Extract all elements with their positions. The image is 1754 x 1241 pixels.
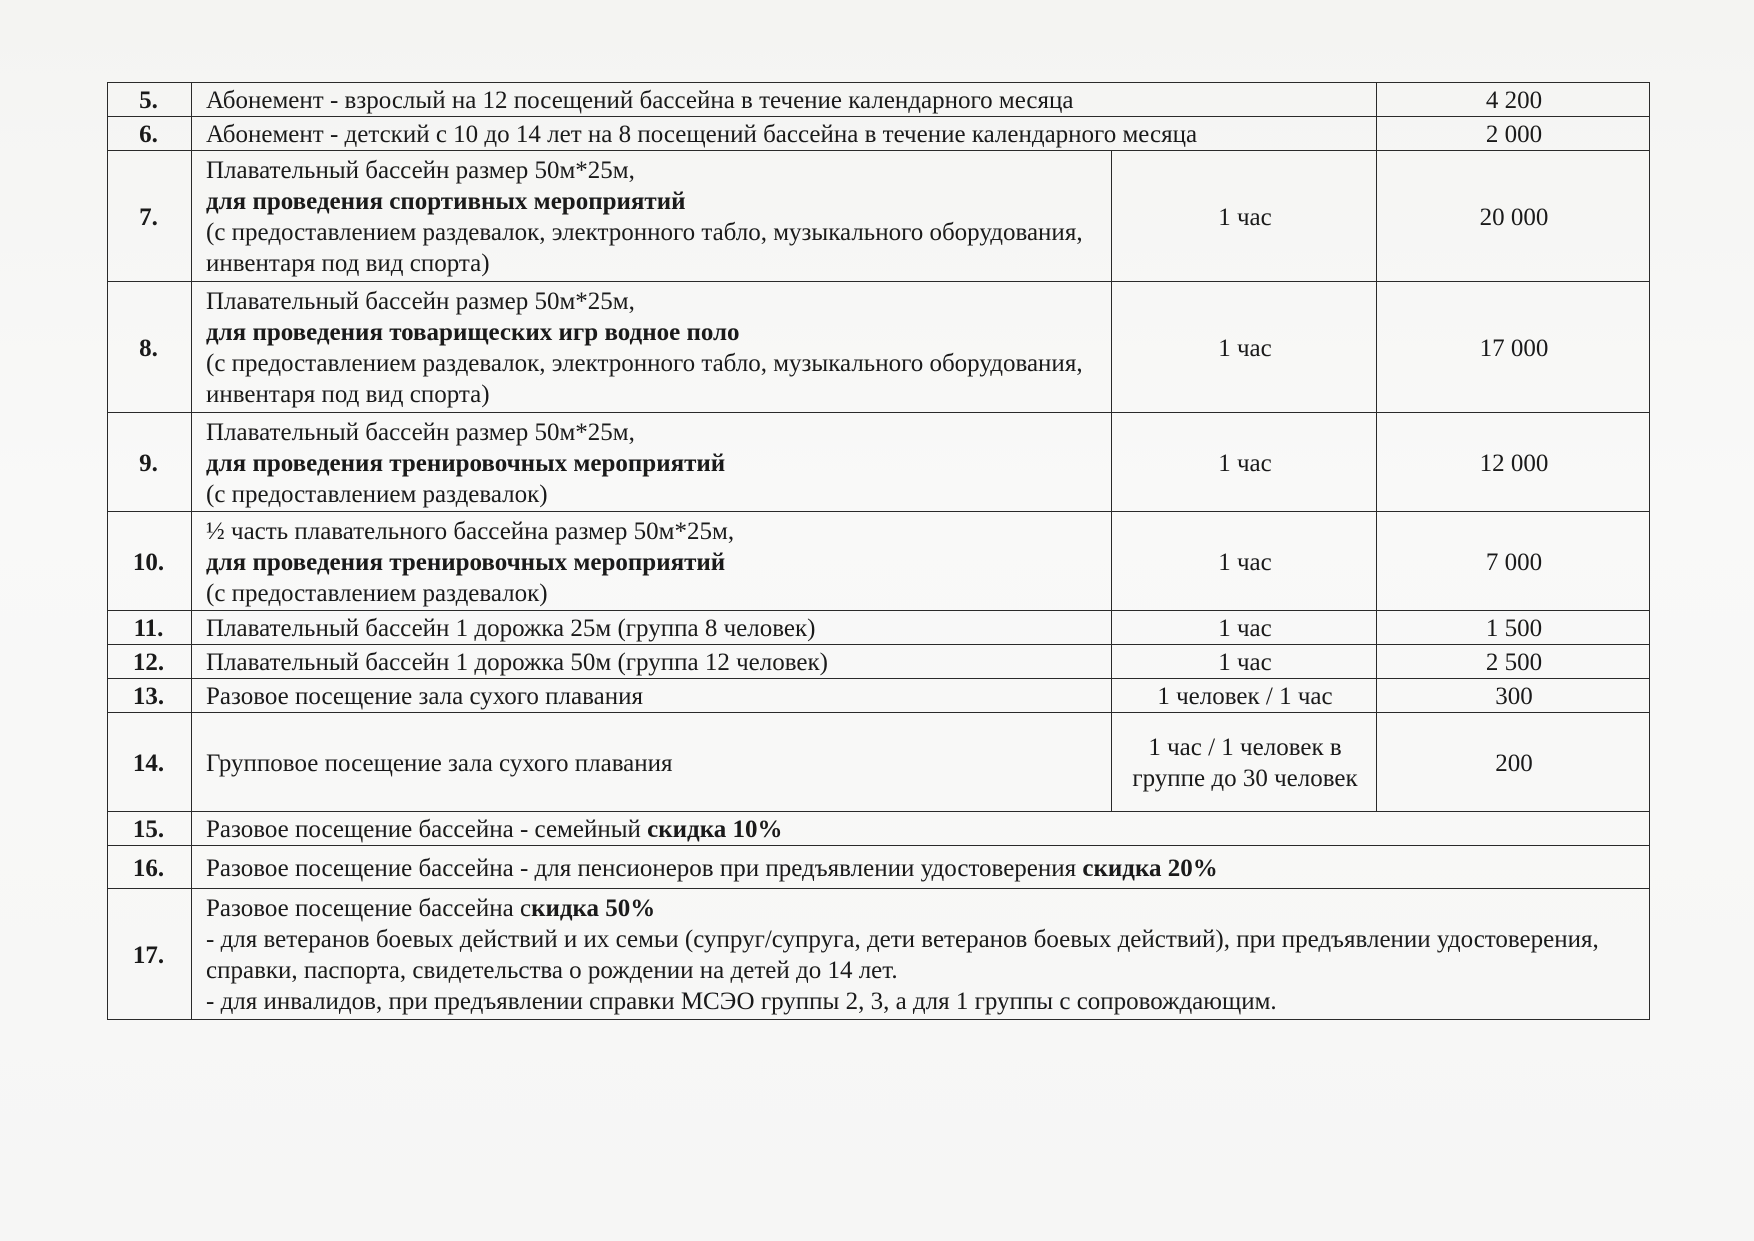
unit-cell: 1 час bbox=[1112, 151, 1377, 282]
row-number: 15. bbox=[108, 812, 192, 846]
service-line bbox=[206, 893, 1643, 924]
price-cell: 200 bbox=[1377, 713, 1650, 812]
service-line: ½ часть плавательного бассейна размер 50м*25м, bbox=[206, 517, 735, 545]
service-description bbox=[192, 812, 1650, 846]
row-number: 13. bbox=[108, 679, 192, 713]
service-description bbox=[192, 413, 1112, 512]
price-cell: 20 000 bbox=[1377, 151, 1650, 282]
unit-cell: 1 час bbox=[1112, 611, 1377, 645]
service-purpose: для проведения товарищеских игр водное поло bbox=[206, 319, 740, 346]
table-row bbox=[108, 117, 1650, 151]
service-description: Абонемент - взрослый на 12 посещений бассейна в течение календарного месяца bbox=[192, 83, 1377, 117]
service-line: Плавательный бассейн размер 50м*25м, bbox=[206, 418, 635, 446]
price-cell: 1 500 bbox=[1377, 611, 1650, 645]
service-description bbox=[192, 151, 1112, 282]
eligibility-disabled: - для инвалидов, при предъявлении справки МСЭО группы 2, 3, а для 1 группы с сопровождающим. bbox=[206, 988, 1277, 1015]
service-description bbox=[192, 846, 1650, 889]
service-details: (с предоставлением раздевалок) bbox=[206, 579, 548, 607]
table-row bbox=[108, 83, 1650, 117]
row-number: 9. bbox=[108, 413, 192, 512]
service-line: Плавательный бассейн размер 50м*25м, bbox=[206, 288, 635, 315]
service-text: Разовое посещение бассейна - для пенсионеров при предъявлении удостоверения bbox=[206, 854, 1083, 882]
eligibility-veterans: - для ветеранов боевых действий и их семьи (супруг/супруга, дети ветеранов боевых действий), при предъявлении удостоверения, справки, паспорта, свидетельства о рождении на детей до 14 лет. bbox=[206, 926, 1599, 984]
row-number: 6. bbox=[108, 117, 192, 151]
service-text: Разовое посещение бассейна с bbox=[206, 895, 532, 922]
table-row bbox=[108, 282, 1650, 413]
price-cell: 2 500 bbox=[1377, 645, 1650, 679]
unit-cell: 1 человек / 1 час bbox=[1112, 679, 1377, 713]
table-row bbox=[108, 713, 1650, 812]
row-number: 7. bbox=[108, 151, 192, 282]
service-description: Абонемент - детский с 10 до 14 лет на 8 посещений бассейна в течение календарного месяца bbox=[192, 117, 1377, 151]
service-description bbox=[192, 282, 1112, 413]
service-description: Разовое посещение зала сухого плавания bbox=[192, 679, 1112, 713]
row-number: 8. bbox=[108, 282, 192, 413]
unit-cell: 1 час bbox=[1112, 512, 1377, 611]
service-purpose: для проведения тренировочных мероприятий bbox=[206, 548, 726, 576]
service-details: (с предоставлением раздевалок, электронного табло, музыкального оборудования, инвентаря под вид спорта) bbox=[206, 219, 1083, 277]
row-number: 10. bbox=[108, 512, 192, 611]
service-details: (с предоставлением раздевалок) bbox=[206, 480, 548, 508]
unit-cell: 1 час bbox=[1112, 645, 1377, 679]
price-cell: 300 bbox=[1377, 679, 1650, 713]
unit-cell: 1 час bbox=[1112, 282, 1377, 413]
table-row bbox=[108, 413, 1650, 512]
price-cell: 2 000 bbox=[1377, 117, 1650, 151]
price-table bbox=[107, 82, 1650, 1020]
table-row bbox=[108, 679, 1650, 713]
price-cell: 4 200 bbox=[1377, 83, 1650, 117]
price-cell: 17 000 bbox=[1377, 282, 1650, 413]
service-text: Разовое посещение бассейна - семейный bbox=[206, 816, 648, 843]
service-purpose: для проведения спортивных мероприятий bbox=[206, 188, 686, 215]
unit-cell: 1 час / 1 человек в группе до 30 человек bbox=[1112, 713, 1377, 812]
service-purpose: для проведения тренировочных мероприятий bbox=[206, 449, 726, 477]
row-number: 11. bbox=[108, 611, 192, 645]
price-cell: 12 000 bbox=[1377, 413, 1650, 512]
row-number: 16. bbox=[108, 846, 192, 889]
discount-label: скидка 10% bbox=[647, 816, 783, 843]
table-row bbox=[108, 889, 1650, 1020]
discount-label: кидка 50% bbox=[531, 895, 656, 922]
price-cell: 7 000 bbox=[1377, 512, 1650, 611]
row-number: 14. bbox=[108, 713, 192, 812]
row-number: 5. bbox=[108, 83, 192, 117]
table-row bbox=[108, 645, 1650, 679]
table-row bbox=[108, 611, 1650, 645]
table-row bbox=[108, 812, 1650, 846]
service-description: Плавательный бассейн 1 дорожка 25м (группа 8 человек) bbox=[192, 611, 1112, 645]
service-description bbox=[192, 889, 1650, 1020]
service-description: Групповое посещение зала сухого плавания bbox=[192, 713, 1112, 812]
service-description bbox=[192, 512, 1112, 611]
table-row bbox=[108, 151, 1650, 282]
table-row bbox=[108, 512, 1650, 611]
discount-label: скидка 20% bbox=[1082, 854, 1218, 882]
unit-cell: 1 час bbox=[1112, 413, 1377, 512]
service-details: (с предоставлением раздевалок, электронного табло, музыкального оборудования, инвентаря под вид спорта) bbox=[206, 350, 1083, 408]
table-row bbox=[108, 846, 1650, 889]
row-number: 17. bbox=[108, 889, 192, 1020]
row-number: 12. bbox=[108, 645, 192, 679]
service-description: Плавательный бассейн 1 дорожка 50м (группа 12 человек) bbox=[192, 645, 1112, 679]
service-line: Плавательный бассейн размер 50м*25м, bbox=[206, 157, 635, 184]
